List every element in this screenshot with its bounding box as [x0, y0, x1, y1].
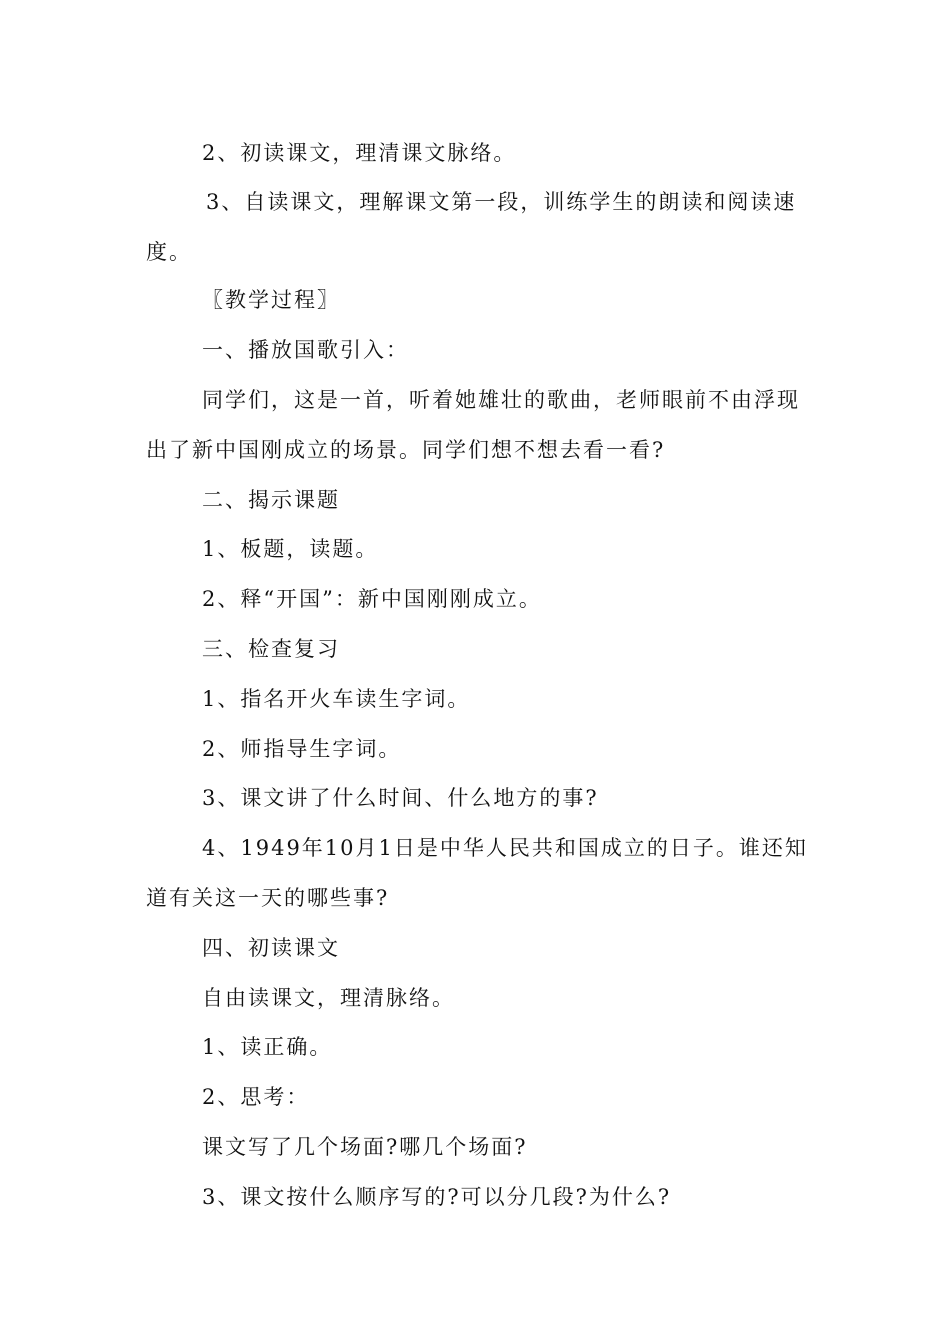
paragraph-intro: 同学们，这是一首，听着她雄壮的歌曲，老师眼前不由浮现出了新中国刚成立的场景。同学们想不想去看一看?	[146, 388, 800, 462]
list-item: 2、释“开国”：新中国刚刚成立。	[202, 587, 542, 611]
list-item: 3、课文讲了什么时间、什么地方的事?	[202, 786, 599, 810]
paragraph-2: 3、自读课文，理解课文第一段，训练学生的朗读和阅读速度。	[146, 190, 797, 264]
paragraph: 课文写了几个场面?哪几个场面?	[202, 1135, 528, 1159]
list-item: 3、课文按什么顺序写的?可以分几段?为什么?	[202, 1185, 672, 1209]
section-heading-teaching-process: 〖教学过程〗	[202, 288, 340, 312]
list-item: 2、思考：	[202, 1085, 310, 1109]
list-item: 1、指名开火车读生字词。	[202, 687, 471, 711]
section-heading-2: 二、揭示课题	[202, 488, 340, 512]
paragraph-1: 2、初读课文，理清课文脉络。	[202, 141, 517, 165]
section-heading-4: 四、初读课文	[202, 936, 340, 960]
list-item: 1、读正确。	[202, 1035, 333, 1059]
section-heading-1: 一、播放国歌引入：	[202, 338, 409, 362]
list-item: 4、1949年10月1日是中华人民共和国成立的日子。谁还知道有关这一天的哪些事?	[146, 836, 808, 910]
paragraph: 自由读课文，理清脉络。	[202, 986, 455, 1010]
list-item: 2、师指导生字词。	[202, 737, 402, 761]
section-heading-3: 三、检查复习	[202, 637, 340, 661]
list-item: 1、板题，读题。	[202, 537, 379, 561]
